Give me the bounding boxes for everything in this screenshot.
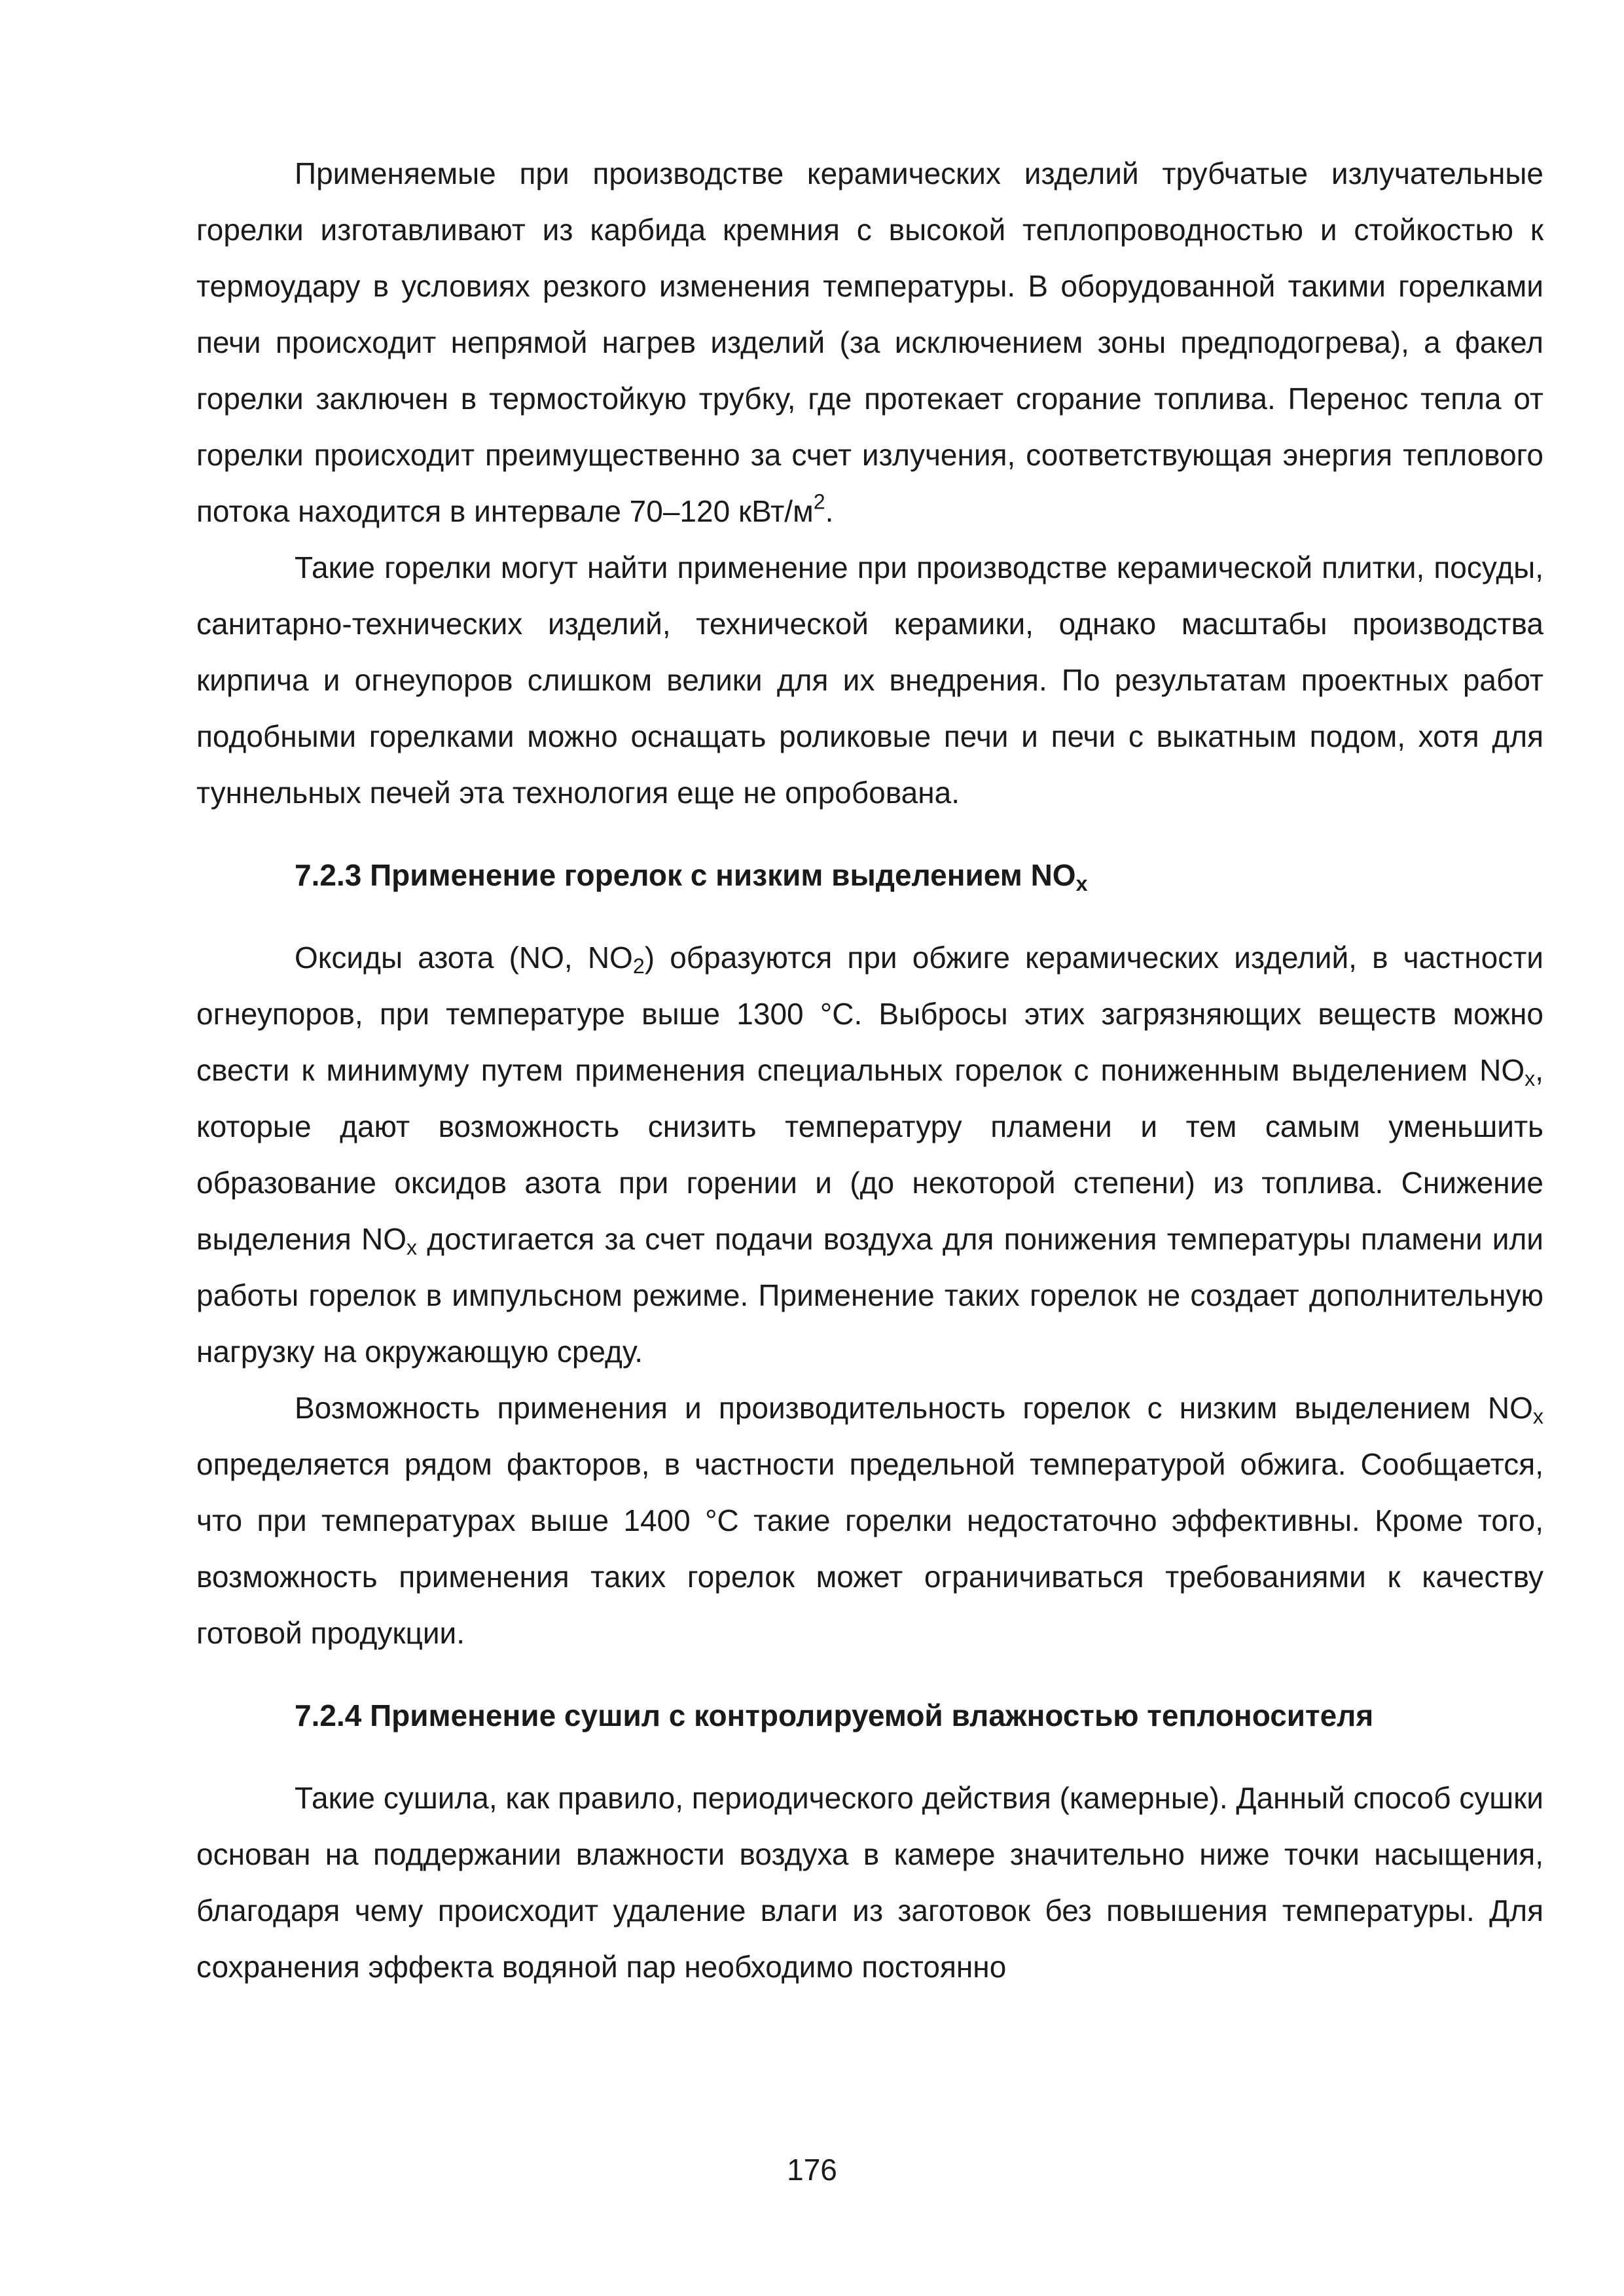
text-segment: Возможность применения и производительность горелок с низким выделением NO	[295, 1391, 1533, 1425]
text-segment: определяется рядом факторов, в частности предельной температурой обжига. Сообщается, что при температурах выше 1400 °С такие горелки недостаточно эффективны. Кроме того, возможность применения таких горелок может ограничиваться требованиями к качеству готовой продукции.	[196, 1447, 1543, 1650]
section-heading-dryers: 7.2.4 Применение сушил с контролируемой влажностью теплоносителя	[295, 1698, 1374, 1732]
paragraph-burner-applications: Такие горелки могут найти применение при производстве керамической плитки, посуды, санитарно-технических изделий, технической керамики, однако масштабы производства кирпича и огнеупоров слишком велики для их внедрения. По результатам проектных работ подобными горелками можно оснащать роликовые печи и печи с выкатным подом, хотя для туннельных печей эта технология еще не опробована.	[196, 550, 1543, 810]
heading-text: 7.2.3 Применение горелок с низким выделением NO	[295, 858, 1076, 892]
paragraph-text: Применяемые при производстве керамических изделий трубчатые излучательные горелки изготавливают из карбида кремния с высокой теплопроводностью и стойкостью к термоудару в условиях резкого изменения температуры. В оборудованной такими горелками печи происходит непрямой нагрев изделий (за исключением зоны предподогрева), а факел горелки заключен в термостойкую трубку, где протекает сгорание топлива. Перенос тепла от горелки происходит преимущественно за счет излучения, соответствующая энергия теплового потока находится в интервале 70–120 кВт/м	[196, 156, 1543, 528]
paragraph-tail: .	[825, 494, 834, 528]
paragraph-radiant-burners	[196, 145, 1543, 539]
page-number: 176	[787, 2153, 837, 2187]
subscript: x	[1532, 1405, 1543, 1429]
superscript: 2	[813, 490, 825, 514]
paragraph-dryers: Такие сушила, как правило, периодического действия (камерные). Данный способ сушки основан на поддержании влажности воздуха в камере значительно ниже точки насыщения, благодаря чему происходит удаление влаги из заготовок без повышения температуры. Для сохранения эффекта водяной пар необходимо постоянно	[196, 1781, 1543, 1984]
section-heading-low-nox	[196, 847, 1543, 903]
text-segment: , которые дают возможность снизить температуру пламени и тем самым уменьшить образование оксидов азота при горении и (до некоторой степени) из топлива. Снижение выделения NO	[196, 1053, 1543, 1256]
text-segment: ) образуются при обжиге керамических изделий, в частности огнеупоров, при температуре выше 1300 °С. Выбросы этих загрязняющих веществ можно свести к минимуму путем применения специальных горелок с пониженным выделением NO	[196, 941, 1544, 1087]
paragraph-nitrogen-oxides	[196, 929, 1543, 1380]
document-page	[196, 145, 1543, 1995]
subscript: 2	[632, 954, 645, 978]
subscript: x	[1525, 1067, 1536, 1091]
subscript: x	[1075, 872, 1088, 896]
subscript: x	[406, 1236, 418, 1260]
paragraph-burner-performance	[196, 1380, 1543, 1661]
text-segment: Оксиды азота (NO, NO	[295, 941, 633, 975]
text-segment: достигается за счет подачи воздуха для понижения температуры пламени или работы горелок в импульсном режиме. Применение таких горелок не создает дополнительную нагрузку на окружающую среду.	[196, 1222, 1543, 1369]
